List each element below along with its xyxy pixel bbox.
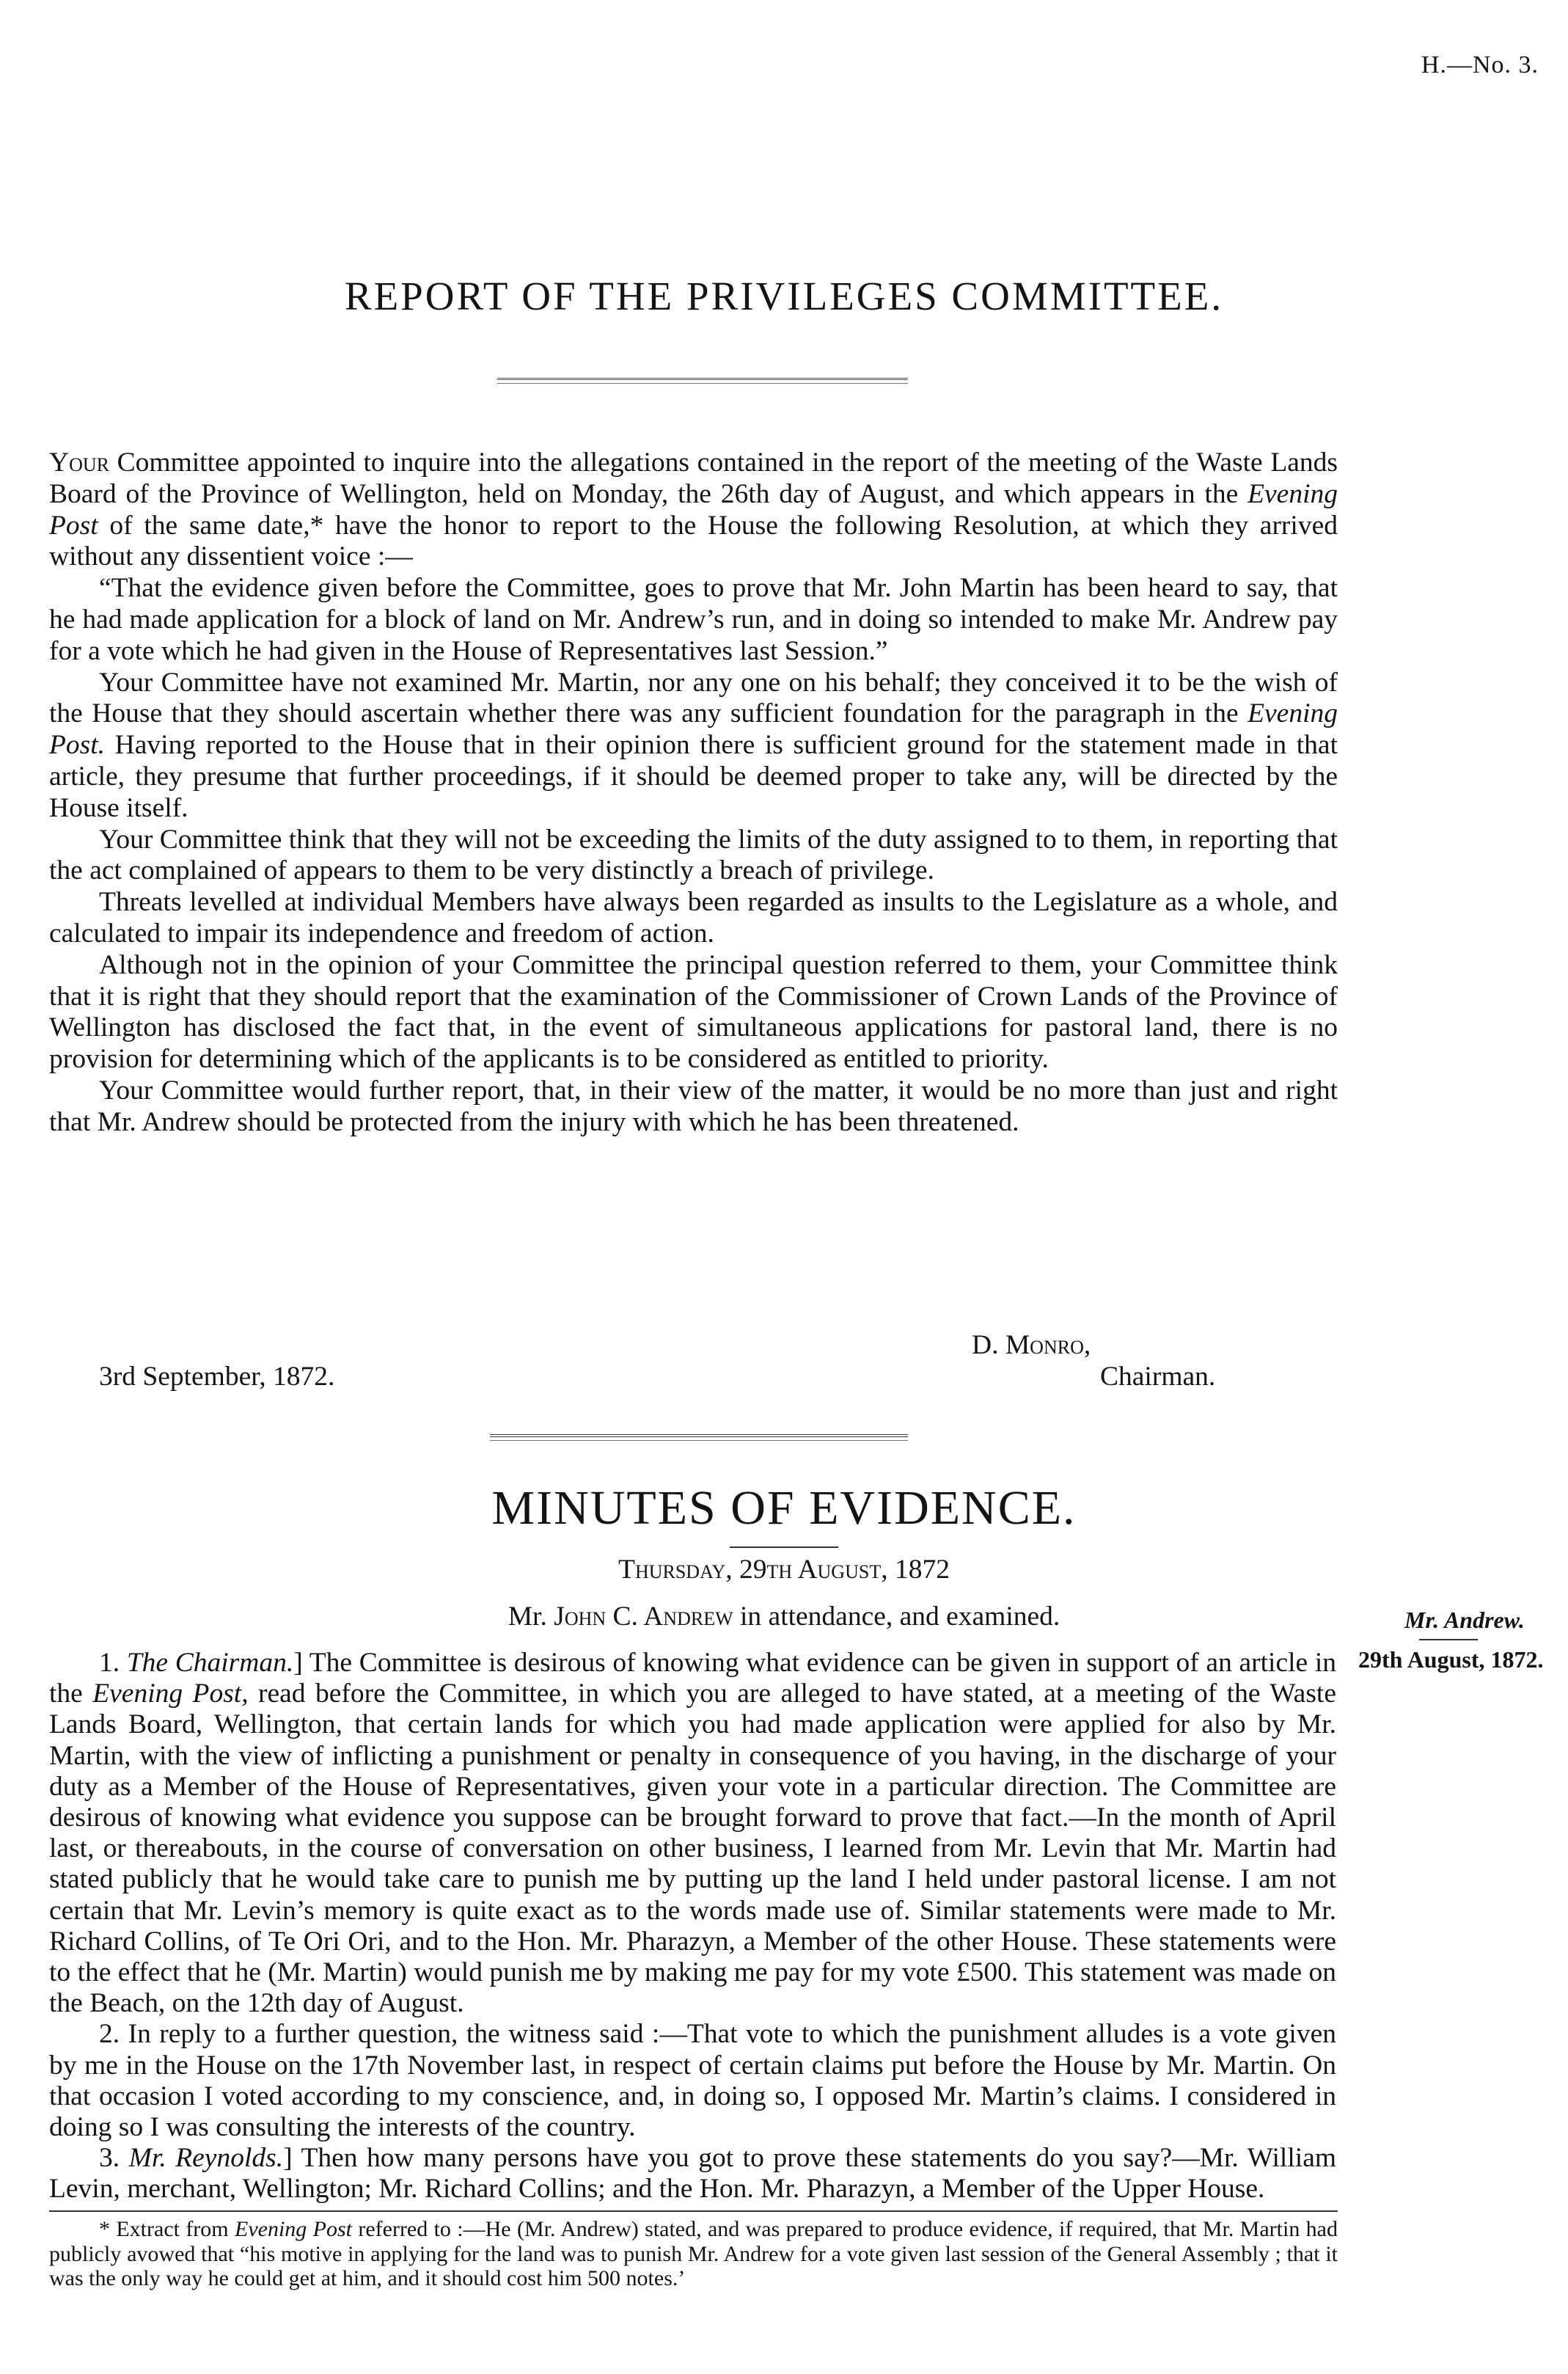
footnote-divider [49, 2210, 1338, 2212]
section-divider [490, 1434, 908, 1441]
margin-divider [1419, 1639, 1478, 1640]
page-reference: H.—No. 3. [1421, 51, 1539, 78]
evidence-question: 3. Mr. Reynolds.] Then how many persons have you got to prove these statements do you say?—Mr. William Levin, merchant, Wellington; Mr. Richard Collins; and the Hon. Mr. Pharazyn, a Member of the Upper House. [49, 2143, 1337, 2205]
report-paragraph: Your Committee have not examined Mr. Martin, nor any one on his behalf; they conceived it to be the wish of the House that they should ascertain whether there was any sufficient foundation for the paragraph in the Evening Post. Having reported to the House that in their opinion there is sufficient ground for the statement made in that article, they presume that further proceedings, if it should be deemed proper to take any, will be directed by the House itself. [49, 667, 1338, 823]
evidence-question: 2. In reply to a further question, the witness said :—That vote to which the punishment alludes is a vote given by me in the House on the 17th November last, in respect of certain claims put before the House by Mr. Martin. On that occasion I voted according to my conscience, and, in doing so, I opposed Mr. Martin’s claims. I considered in doing so I was consulting the interests of the country. [49, 2019, 1336, 2143]
attendance-line: Mr. John C. Andrew in attendance, and examined. [508, 1601, 1060, 1632]
resolution-quote: “That the evidence given before the Committee, goes to prove that Mr. John Martin has been heard to say, that he had made application for a block of land on Mr. Andrew’s run, and in doing so intended to make Mr. Andrew pay for a vote which he had given in the House of Representatives last Session.” [49, 573, 1338, 666]
margin-date: 29th August, 1872. [1358, 1646, 1544, 1673]
witness-name: John C. Andrew [554, 1601, 733, 1632]
report-paragraph: Your Committee would further report, that, in their view of the matter, it would be no more than just and right that Mr. Andrew should be protected from the injury with which he has been threatened. [49, 1075, 1338, 1137]
evidence-body [49, 1648, 1336, 2205]
report-paragraph: Threats levelled at individual Members have always been regarded as insults to the Legislature as a whole, and calculated to impair its independence and freedom of action. [49, 887, 1338, 949]
signature-name: D. Monro, [972, 1330, 1091, 1360]
evidence-question: 1. The Chairman.] The Committee is desirous of knowing what evidence can be given in support of an article in the Evening Post, read before the Committee, in which you are alleged to have stated, at a meeting of the Waste Lands Board, Wellington, that certain lands for which you had made application were applied for also by Mr. Martin, with the view of inflicting a punishment or penalty in consequence of you having, in the discharge of your duty as a Member of the House of Representatives, given your vote in a particular direction. The Committee are desirous of knowing what evidence you suppose can be brought forward to prove that fact.—In the month of April last, or thereabouts, in the course of conversation on other business, I learned from Mr. Levin that Mr. Martin had stated publicly that he would take care to punish me by putting up the land I held under pastoral license. I am not certain that Mr. Levin’s memory is quite exact as to the words made use of. Similar statements were made to Mr. Richard Collins, of Te Ori Ori, and to the Hon. Mr. Pharazyn, a Member of the other House. These statements were to the effect that he (Mr. Martin) would punish me by making me pay for my vote £500. This statement was made on the Beach, on the 12th day of August. [49, 1648, 1337, 2019]
speaker: Mr. Reynolds. [128, 2143, 284, 2174]
speaker: The Chairman. [126, 1648, 294, 1678]
report-paragraph: Your Committee appointed to inquire into the allegations contained in the report of the meeting of the Waste Lands Board of the Province of Wellington, held on Monday, the 26th day of August, and which appears in the Evening Post of the same date,* have the honor to report to the House the following Resolution, at which they arrived without any dissentient voice :— [49, 448, 1338, 572]
report-title: REPORT OF THE PRIVILEGES COMMITTEE. [344, 274, 1224, 318]
session-date: Thursday, 29th August, 1872 [618, 1555, 950, 1585]
minutes-title: MINUTES OF EVIDENCE. [491, 1481, 1077, 1535]
report-lead-word: Your [49, 448, 109, 478]
title-divider [497, 378, 908, 384]
footnote: * Extract from Evening Post referred to :—He (Mr. Andrew) stated, and was prepared to produce evidence, if required, that Mr. Martin had publicly avowed that “his motive in applying for the land was to punish Mr. Andrew for a vote given last session of the General Assembly ; that it was the only way he could get at him, and it should cost him 500 notes.’ [49, 2217, 1338, 2291]
report-paragraph: Although not in the opinion of your Committee the principal question referred to them, your Committee think that it is right that they should report that the examination of the Commissioner of Crown Lands of the Province of Wellington has disclosed the fact that, in the event of simultaneous applications for pastoral land, there is no provision for determining which of the applicants is to be considered as entitled to priority. [49, 949, 1338, 1075]
minutes-title-underline [730, 1546, 838, 1548]
report-paragraph: Your Committee think that they will not be exceeding the limits of the duty assigned to to them, in reporting that the act complained of appears to them to be very distinctly a breach of privilege. [49, 824, 1338, 886]
margin-witness-name: Mr. Andrew. [1404, 1607, 1525, 1633]
signature-role: Chairman. [1100, 1362, 1216, 1392]
report-body [49, 448, 1338, 1139]
report-date: 3rd September, 1872. [99, 1362, 335, 1392]
